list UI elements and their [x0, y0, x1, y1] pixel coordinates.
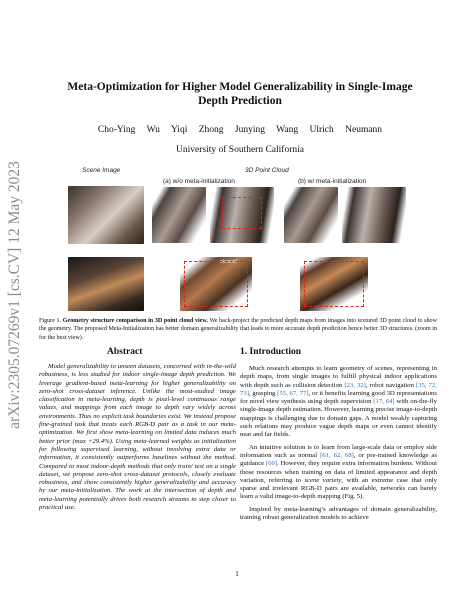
citation-link[interactable]: [35, 72, 73] [240, 381, 437, 397]
citation-link[interactable]: [61, 62, 68] [320, 451, 354, 459]
citation-link[interactable]: [23, 32] [344, 381, 366, 389]
citation-link[interactable]: [60] [265, 460, 278, 468]
author-list [60, 125, 420, 135]
citation-link[interactable]: [55, 67, 77] [277, 389, 309, 397]
point-cloud-2b [300, 257, 368, 311]
author-name: Cho-Ying Wu [97, 125, 160, 135]
highlight-box [304, 261, 364, 307]
author-name: Yiqi Zhong [170, 125, 224, 135]
intro-paragraph-1: Much research attempts to learn geometry of scenes, representing in depth maps, from single images to fulfill physical indoor applications with depth such as collision detection [23, 32], robot navigation [35, 72, 73], grasping [55, 67, 77], or it benefits learning good 3D representations for novel view synthesis using depth supervision [17, 64] with on-the-fly single-image depth estimation. However, learning precise image-to-depth mappings is challenging due to domain gaps. A model weakly capturing such relations may produce vague depth maps or even cannot identify near and far fields. [240, 365, 437, 439]
intro-paragraph-2: An intuitive solution is to learn from large-scale data or employ side information such as normal [61, 62, 68], or pre-trained knowledge as guidance [60]. However, they require extra information burdens. Without those resources when training on data of limited appearance and depth variation, referring to scene variety, with an extreme case that only sparse and irrelevant RGB-D pairs are available, networks can barely learn a valid image-to-depth mapping (Fig. 5). [240, 443, 437, 501]
figure-caption: Figure 1. Geometry structure comparison in 3D point cloud view. We back-project the predicted depth maps from images into textured 3D point cloud to show the geometry. The proposed Meta-Initialization has better domain generalizability that leads to more accurate depth prediction hence better 3D structures. (zoom in for the best view). [39, 318, 437, 341]
page-number: 1 [235, 569, 239, 578]
paper-title: Meta-Optimization for Higher Model Generalizability in Single-Image Depth Prediction [67, 81, 413, 107]
point-cloud-2a [180, 257, 252, 311]
highlight-box [222, 197, 262, 229]
highlight-box [184, 261, 248, 307]
figure-label-b: (b) w/ meta-initialization [298, 178, 367, 185]
arxiv-identifier: arXiv:2305.07269v1 [cs.CV] 12 May 2023 [6, 161, 23, 429]
citation-link[interactable]: [17, 64] [373, 398, 395, 406]
point-cloud-1b [284, 187, 338, 243]
abstract-heading: Abstract [107, 347, 143, 357]
author-name: Ulrich Neumann [309, 125, 383, 135]
affiliation: University of Southern California [176, 145, 304, 155]
skewed-tag: skewed [220, 259, 237, 265]
scene-image-1 [68, 186, 144, 244]
figure-label-a: (a) w/o meta-initialization [163, 178, 235, 185]
author-name: Junying Wang [234, 125, 299, 135]
intro-paragraph-3: Inspired by meta-learning’s advantages of domain generalizability, training robust generalization models to achieve [240, 505, 437, 522]
scene-image-2 [68, 257, 144, 311]
abstract-body: Model generalizability to unseen datasets, concerned with in-the-wild robustness, is less studied for indoor single-image depth prediction. We leverage gradient-based meta-learning for higher generalizability on zero-shot cross-dataset inference. Unlike the most-studied image classification in meta-learning, depth is pixel-level continuous range values, and mappings from each image to depth vary widely across environments. Thus no explicit task boundaries exist. We instead propose fine-grained task that treats each RGB-D pair as a task in our meta-optimization. We first show meta-learning on limited data induces much better prior (max +29.4%). Using meta-learned weights as initialization for following supervised learning, without involving extra data or information, it consistently outperforms baselines without the method. Compared to most indoor-depth methods that only train/ test on a single dataset, we propose zero-shot cross-dataset protocols, closely evaluate robustness, and show consistently higher generalizability and accuracy by our meta-initialization. The work at the intersection of depth and meta-learning potentially drives both research streams to step closer to practical use. [39, 363, 236, 512]
point-cloud-1a [152, 187, 206, 243]
point-cloud-1a-view2 [210, 187, 274, 243]
figure-column-label-pointcloud: 3D Point Cloud [245, 167, 289, 174]
point-cloud-1b-view2 [342, 187, 406, 243]
introduction-body [240, 365, 437, 526]
introduction-heading: 1. Introduction [240, 347, 302, 357]
figure-column-label-scene: Scene Image [82, 167, 121, 174]
